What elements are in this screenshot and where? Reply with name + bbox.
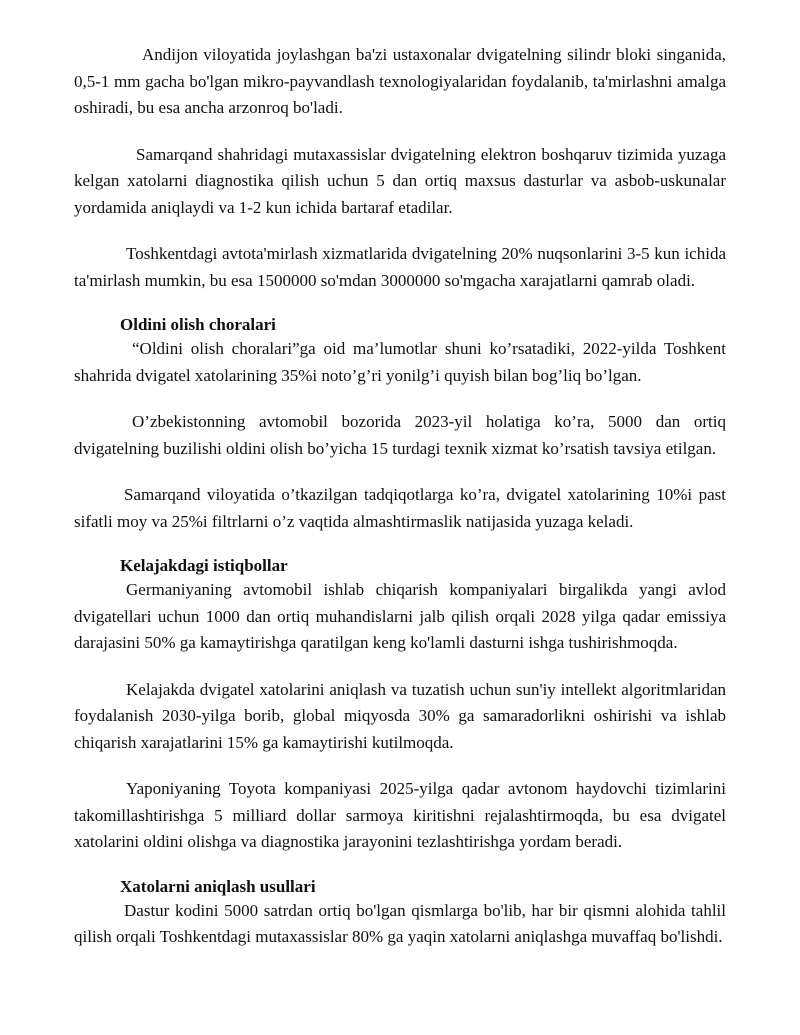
document-page (74, 42, 726, 951)
intro-paragraph-1: Andijon viloyatida joylashgan ba'zi ustaxonalar dvigatelning silindr bloki singanida, 0,5-1 mm gacha bo'lgan mikro-payvandlash texnologiyalaridan foydalanib, ta'mirlashni amalga oshiradi, bu esa ancha arzonroq bo'ladi. (74, 45, 726, 117)
prevention-paragraph-3: Samarqand viloyatida o’tkazilgan tadqiqotlarga ko’ra, dvigatel xatolarining 10%i past sifatli moy va 25%i filtrlarni o’z vaqtida almashtirmaslik natijasida yuzaga keladi. (74, 485, 726, 531)
prevention-paragraph-2: O’zbekistonning avtomobil bozorida 2023-yil holatiga ko’ra, 5000 dan ortiq dvigatelning buzilishi oldini olish bo’yicha 15 turdagi texnik xizmat ko’rsatish tavsiya etilgan. (74, 412, 726, 458)
detection-paragraph-1: Dastur kodini 5000 satrdan ortiq bo'lgan qismlarga bo'lib, har bir qismni alohida tahlil qilish orqali Toshkentdagi mutaxassislar 80% ga yaqin xatolarni aniqlashga muvaffaq bo'lishdi. (74, 900, 726, 946)
section-heading-prevention: Oldini olish choralari (120, 315, 276, 334)
intro-paragraph-2: Samarqand shahridagi mutaxassislar dvigatelning elektron boshqaruv tizimida yuzaga kelgan xatolarni diagnostika qilish uchun 5 dan ortiq maxsus dasturlar va asbob-uskunalar yordamida aniqlaydi va 1-2 kun ichida bartaraf etadilar. (74, 144, 726, 217)
intro-paragraph-3: Toshkentdagi avtota'mirlash xizmatlarida dvigatelning 20% nuqsonlarini 3-5 kun ichida ta'mirlash mumkin, bu esa 1500000 so'mdan 3000000 so'mgacha xarajatlarni qamrab oladi. (74, 244, 726, 290)
future-paragraph-1: Germaniyaning avtomobil ishlab chiqarish kompaniyalari birgalikda yangi avlod dvigatellari uchun 1000 dan ortiq muhandislarni jalb qilish orqali 2028 yilga qadar emissiya darajasini 50% ga kamaytirishga qaratilgan keng ko'lamli dasturni ishga tushirishmoqda. (74, 580, 726, 652)
section-heading-detection: Xatolarni aniqlash usullari (120, 876, 316, 896)
future-paragraph-3: Yaponiyaning Toyota kompaniyasi 2025-yilga qadar avtonom haydovchi tizimlarini takomillashtirishga 5 milliard dollar sarmoya kiritishni rejalashtirmoqda, bu esa dvigatel xatolarini oldini olishga va diagnostika jarayonini tezlashtirishga yordam beradi. (74, 779, 726, 851)
section-heading-future: Kelajakdagi istiqbollar (120, 556, 288, 575)
future-paragraph-2: Kelajakda dvigatel xatolarini aniqlash va tuzatish uchun sun'iy intellekt algoritmlaridan foydalanish 2030-yilga borib, global miqyosda 30% ga samaradorlikni oshirishi va ishlab chiqarish xarajatlarini 15% ga kamaytirishi kutilmoqda. (74, 679, 726, 752)
prevention-paragraph-1: “Oldini olish choralari”ga oid ma’lumotlar shuni ko’rsatadiki, 2022-yilda Toshkent shahrida dvigatel xatolarining 35%i noto’g’ri yonilg’i quyish bilan bog’liq bo’lgan. (74, 339, 726, 385)
